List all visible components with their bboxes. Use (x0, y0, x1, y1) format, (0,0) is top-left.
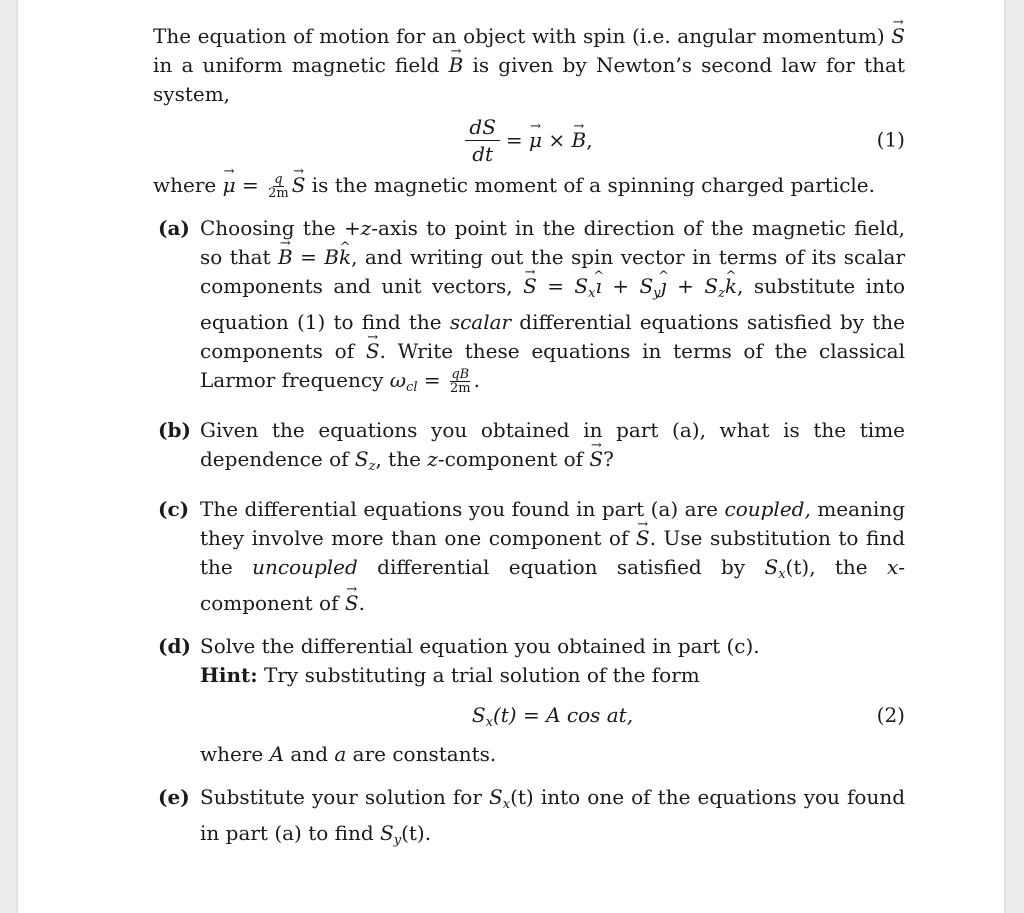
part-c (153, 495, 905, 618)
part-a-B-scalar: B (324, 245, 339, 269)
where-fraction (267, 173, 290, 200)
part-a-Sx: = S (547, 274, 589, 298)
part-b-label: (b) (158, 418, 191, 442)
part-b-S: S (354, 447, 369, 471)
part-a-cl-sub: cl (406, 380, 418, 395)
part-d-a: a (334, 742, 347, 766)
part-b-z: z (427, 447, 438, 471)
document-page (18, 0, 1004, 913)
part-a-equals-2: = (423, 368, 441, 392)
eq1-comma: , (586, 127, 593, 152)
part-b-text-3: -component of (437, 447, 584, 471)
part-a-Sy: + S (612, 274, 654, 298)
where-frac-den: 2m (268, 186, 289, 201)
problem-text (153, 22, 905, 855)
part-d (153, 632, 905, 769)
eq2-rest: (t) = A cos at, (492, 703, 634, 727)
intro-text-1: The equation of motion for an object with spin (i.e. angular momentum) (153, 24, 885, 48)
eq2-S: S (471, 703, 486, 727)
part-a-text-6: . Write these equations in terms of the classical Larmor frequency (200, 339, 906, 392)
part-a-text-5: differential equations satisfied by the components of (200, 310, 905, 363)
part-a-k-hat: k ^ (339, 243, 351, 272)
part-a-omega: ω (389, 368, 407, 392)
where-frac-num: q (274, 172, 283, 187)
eq1-denominator: dt (472, 141, 494, 166)
part-c-end: . (358, 591, 365, 615)
part-a-text-1: Choosing the + (200, 216, 361, 240)
part-a-k2-hat: k ^ (725, 272, 737, 301)
part-e-text-3: (t). (401, 821, 432, 845)
part-a-text-3: , and writing out the spin vector in terms of its scalar components and unit vectors, (200, 245, 906, 298)
part-a-scalar: scalar (449, 310, 512, 334)
part-a-B-vec: B → (278, 243, 293, 272)
part-a-label: (a) (158, 216, 190, 240)
eq1-derivative (465, 114, 500, 167)
intro-paragraph (153, 22, 905, 109)
part-a-y-sub: y (653, 286, 661, 301)
equation-1 (153, 109, 905, 171)
larmor-fraction (449, 368, 472, 395)
part-e-t: (t) (510, 785, 534, 809)
equation-2-number: (2) (876, 703, 905, 727)
part-b-end: ? (603, 447, 614, 471)
part-a-text-2: -axis to point in the direction of the magnetic field, so that (200, 216, 906, 269)
part-c-x-sub: x (778, 567, 786, 582)
eq1-times: × (548, 127, 566, 152)
larmor-num: qB (451, 367, 470, 382)
part-a (153, 214, 905, 402)
part-a-j-hat: ȷ ^ (661, 272, 667, 301)
part-a-end: . (473, 368, 480, 392)
part-d-text-2: Try substituting a trial solution of the form (264, 663, 700, 687)
part-c-text-6: -component of (200, 555, 906, 615)
intro-text-3: is given by Newton’s second law for that system, (153, 53, 905, 106)
part-c-S2-vec: S → (345, 589, 359, 618)
eq1-equals: = (505, 127, 523, 152)
part-d-text-3: are constants. (352, 742, 497, 766)
part-c-uncoupled: uncoupled (252, 555, 358, 579)
where-S: S → (292, 171, 306, 200)
eq2-x-sub: x (485, 715, 493, 730)
part-e-y-sub: y (393, 833, 402, 848)
part-d-A: A (269, 742, 285, 766)
eq1-B: B → (572, 126, 587, 155)
eq1-numerator: dS (469, 114, 496, 139)
part-b-S-vec: S → (589, 445, 603, 474)
part-c-coupled: coupled, (724, 497, 811, 521)
part-c-x: x (886, 555, 899, 579)
part-d-where: where (200, 742, 264, 766)
part-c-text-3: . Use substitution to find the (200, 526, 906, 579)
part-c-text-2: meaning they involve more than one component of (200, 497, 906, 550)
where-text: where (153, 173, 217, 197)
part-e-label: (e) (158, 785, 190, 809)
part-e-text-1: Substitute your solution for (200, 785, 482, 809)
part-e-text-2: into one of the equations you found in part (a) to find (200, 785, 906, 845)
part-e-S: S (489, 785, 503, 809)
part-c-S-vec: S → (636, 524, 650, 553)
where-description: is the magnetic moment of a spinning charged particle. (311, 173, 875, 197)
part-c-t: (t) (785, 555, 810, 579)
part-e-Sy: S (380, 821, 394, 845)
spin-vector-S: S → (891, 22, 905, 51)
part-a-Sz: + S (677, 274, 719, 298)
part-e-x-sub: x (502, 797, 511, 812)
part-a-S2-vec: S → (366, 337, 380, 366)
part-a-z-sub: z (718, 286, 725, 301)
part-d-text-1: Solve the differential equation you obtained in part (c). (200, 634, 760, 658)
intro-text-2: in a uniform magnetic field (153, 53, 440, 77)
part-a-x-sub: x (588, 286, 596, 301)
part-d-hint: Hint: (200, 663, 258, 687)
part-d-label: (d) (158, 634, 191, 658)
part-b-text-2: , the (375, 447, 421, 471)
part-e (153, 783, 905, 855)
part-b-z-sub: z (368, 459, 376, 474)
part-b (153, 416, 905, 481)
part-c-text-5: , the (809, 555, 868, 579)
equation-2 (200, 690, 905, 740)
part-a-equals: = (300, 245, 317, 269)
field-vector-B: B → (449, 51, 464, 80)
larmor-den: 2m (450, 381, 471, 396)
part-a-text-4: , substitute into equation (1) to find the (200, 274, 906, 334)
where-mu: μ → (223, 171, 236, 200)
part-c-text-1: The differential equations you found in part (a) are (200, 497, 718, 521)
part-d-and: and (290, 742, 329, 766)
eq1-mu: μ → (529, 126, 542, 155)
equation-1-number: (1) (876, 127, 905, 152)
part-a-S-vec: S → (523, 272, 537, 301)
where-equals: = (241, 173, 259, 197)
part-a-i-hat: ı ^ (595, 272, 601, 301)
part-a-z: z (360, 216, 372, 240)
part-c-label: (c) (158, 497, 190, 521)
part-c-text-4: differential equation satisfied by (377, 555, 746, 579)
where-line (153, 171, 905, 200)
part-c-Sx: S (764, 555, 779, 579)
part-b-text-1: Given the equations you obtained in part (a), what is the time dependence of (200, 418, 905, 471)
